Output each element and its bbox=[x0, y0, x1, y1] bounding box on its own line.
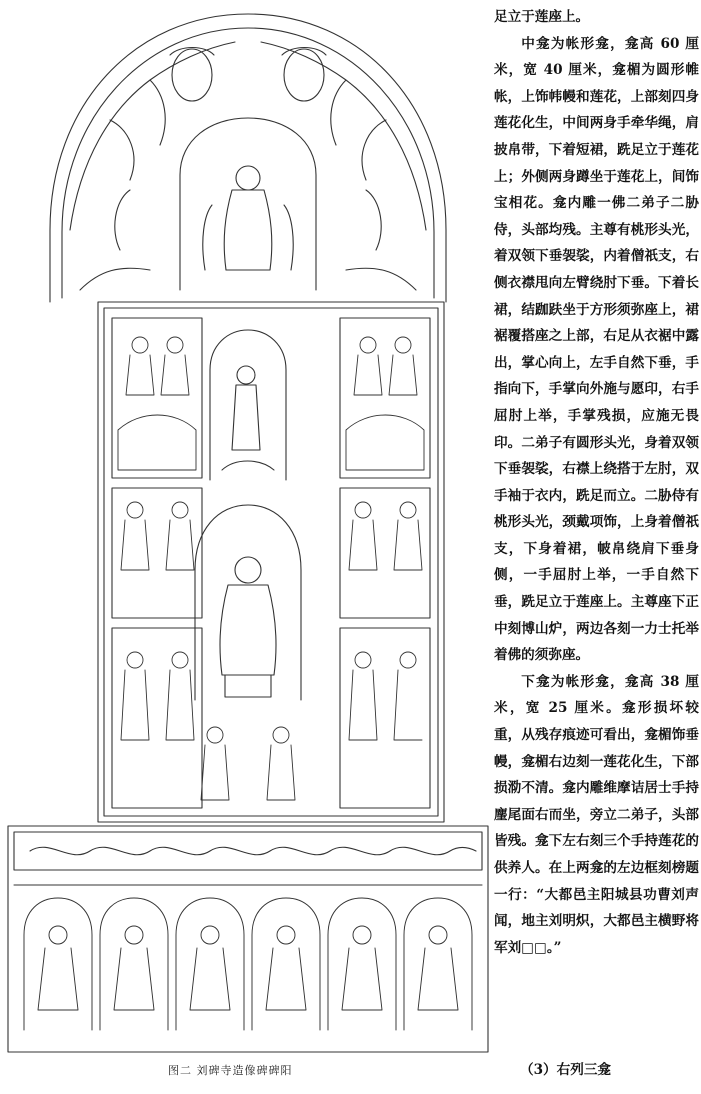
figure-caption: 图二 刘碑寺造像碑碑阳 bbox=[168, 1064, 293, 1077]
paragraph-middle-niche: 中龛为帐形龛，龛高 60 厘米，宽 40 厘米，龛楣为圆形帷帐，上饰帏幔和莲花，上部刻四身莲花化生，中间两身手牵华绳，肩披帛带，下着短裙，跣足立于莲花上；外侧两身蹲坐于莲花上，间饰宝相花。龛内雕一佛二弟子二胁侍，头部均残。主尊有桃形头光，着双领下垂袈裟，内着僧祇支，右侧衣襟甩向左臂绕肘下垂。下着长裙，结跏趺坐于方形须弥座上，裙裾覆搭座之上部，右足从衣裾中露出，掌心向上，左手自然下垂，手指向下，手掌向外施与愿印，右手屈肘上举，手掌残损，应施无畏印。二弟子有圆形头光，身着双领下垂袈裟，右襟上绕搭于左肘，双手袖于衣内，跣足而立。二胁侍有桃形头光，颈戴项饰，上身着僧祇支，下身着裙，帔帛绕肩下垂身侧，一手屈肘上举，一手自然下垂，跣足立于莲座上。主尊座下正中刻博山炉，两边各刻一力士托举着佛的须弥座。 bbox=[494, 35, 699, 664]
central-upper-niche bbox=[210, 330, 286, 480]
paragraph-lower-niche: 下龛为帐形龛，龛高 38 厘米，宽 25 厘米。龛形损坏较重，从残存痕迹可看出，龛楣饰垂幔，龛楣右边刻一莲花化生，下部损泐不清。龛内雕维摩诘居士手持麈尾面右而坐，旁立二弟子，头部皆残。龛下左右刻三个手持莲花的供养人。在上两龛的左边框刻榜题一行：“大都邑主阳城县功曹刘声闻，地主刘明炽，大都邑主横野将军刘□□。” bbox=[494, 673, 699, 956]
stele-base-outline bbox=[8, 826, 488, 1052]
stele-arch-outline bbox=[50, 14, 446, 302]
paragraph-continuation: 足立于莲座上。 bbox=[494, 9, 590, 25]
stele-body-outline bbox=[98, 302, 444, 822]
body-text-column bbox=[494, 4, 699, 961]
section-heading: （3）右列三龛 bbox=[520, 1062, 612, 1078]
upper-niche bbox=[180, 118, 316, 290]
central-main-niche bbox=[195, 505, 301, 700]
